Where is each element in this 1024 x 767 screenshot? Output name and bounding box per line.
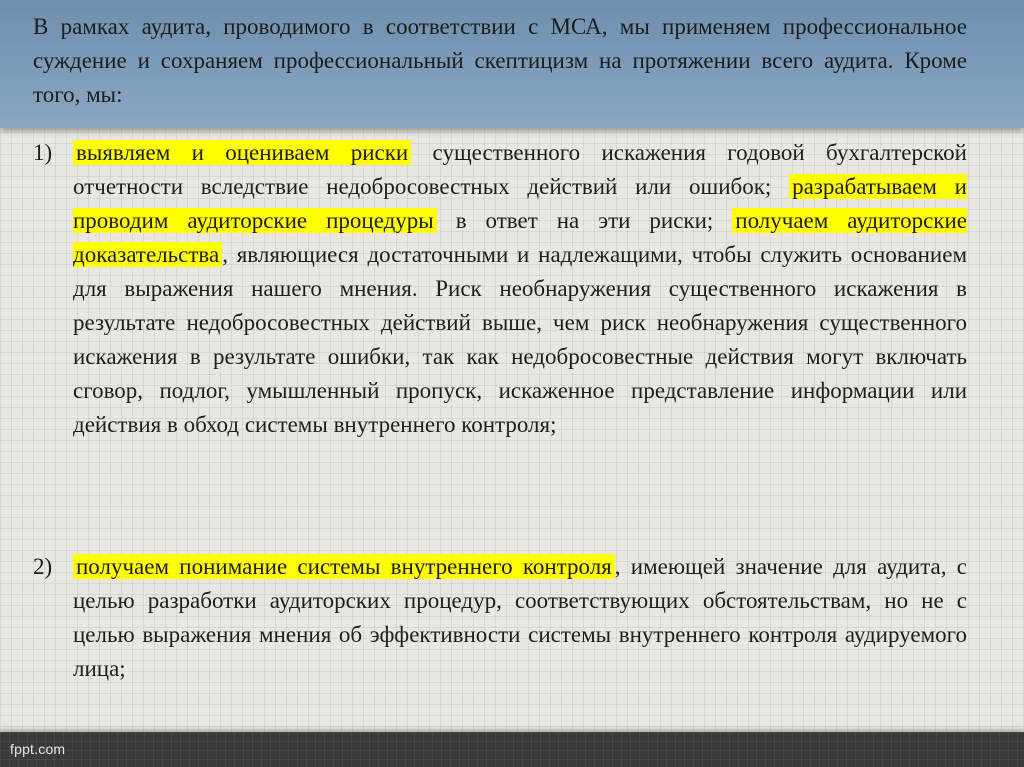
list-item-text: [73, 550, 967, 686]
list-item-1: [33, 136, 967, 442]
text-segment: , являющиеся достаточными и надлежащими, чтобы служить основанием для выражения нашего мнения. Риск необнаружения существенного искажения в результате недобросовестных действий выше, чем риск необнаружения существенного искажения в результате ошибки, так как недобросовестные действия могут включать сговор, подлог, умышленный пропуск, искаженное представление информации или действия в обход системы внутреннего контроля;: [73, 242, 967, 437]
footer-band: [0, 732, 1024, 767]
highlighted-phrase: получаем аудиторские доказательства: [73, 208, 967, 267]
text-segment: в ответ на эти риски;: [436, 208, 733, 233]
list-number: 2): [33, 554, 53, 579]
text-segment: , имеющей значение для аудита, с целью разработки аудиторских процедур, соответствующих обстоятельствам, но не с целью выражения мнения об эффективности системы внутреннего контроля аудируемого лица;: [73, 554, 967, 681]
text-segment: существенного искажения годовой бухгалтерской отчетности вследствие недобросовестных действий или ошибок;: [73, 140, 967, 199]
highlighted-phrase: получаем понимание системы внутреннего контроля: [73, 554, 615, 579]
watermark: fppt.com: [10, 741, 66, 757]
header-band: [0, 0, 1024, 128]
highlighted-phrase: разрабатываем и проводим аудиторские процедуры: [73, 174, 967, 233]
intro-paragraph: В рамках аудита, проводимого в соответствии с МСА, мы применяем профессиональное суждение и сохраняем профессиональный скептицизм на протяжении всего аудита. Кроме того, мы:: [33, 14, 967, 107]
list-number: 1): [33, 140, 53, 165]
list-item-text: [73, 136, 967, 442]
highlighted-phrase: выявляем и оцениваем риски: [73, 140, 411, 165]
list-item-2: [33, 550, 967, 686]
